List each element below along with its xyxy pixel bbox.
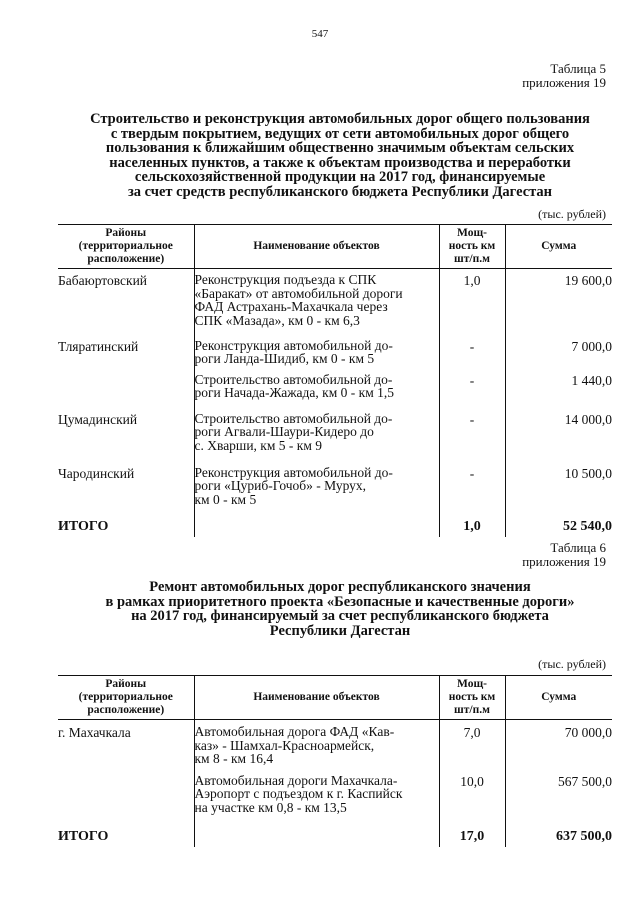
- header-district: Районы (территориальное расположение): [58, 225, 194, 269]
- title-line: пользования к ближайшим общественно значимым объектам сельских: [105, 140, 575, 156]
- cell-capacity: -: [469, 338, 475, 354]
- header-sum: Сумма: [505, 676, 612, 720]
- cell-sum: 19 600,0: [505, 269, 612, 339]
- title-line: Строительство и реконструкция автомобильных дорог общего пользования: [90, 111, 590, 127]
- total-empty: [194, 829, 439, 847]
- table-row: [58, 466, 612, 519]
- cell-object: Автомобильная дороги Махачкала- Аэропорт с подъездом к г. Каспийск на участке км 0,8 - км 13,5: [194, 774, 439, 829]
- table5-reference: [522, 62, 606, 90]
- cell-capacity: -: [469, 465, 475, 481]
- total-sum: 52 540,0: [505, 519, 612, 537]
- cell-sum: 14 000,0: [505, 412, 612, 466]
- title-line: населенных пунктов, а также к объектам производства и переработки: [109, 154, 571, 171]
- cell-object: Реконструкция подъезда к СПК «Баракат» от автомобильной дороги ФАД Астрахань-Махачкала через СПК «Мазада», км 0 - км 6,3: [194, 269, 439, 339]
- table5-title: [50, 112, 630, 199]
- header-object: Наименование объектов: [194, 225, 439, 269]
- total-empty: [194, 519, 439, 537]
- cell-object: Реконструкция автомобильной до- роги Ланда-Шидиб, км 0 - км 5: [194, 339, 439, 373]
- cell-sum: 1 440,0: [505, 373, 612, 412]
- cell-object: Реконструкция автомобильной до- роги «Цуриб-Гочоб» - Мурух, км 0 - км 5: [194, 466, 439, 519]
- title-line: Ремонт автомобильных дорог республиканского значения: [149, 579, 531, 595]
- table6-ref-label: Таблица 6: [550, 540, 606, 555]
- cell-object: Автомобильная дорога ФАД «Кав- каз» - Шамхал-Красноармейск, км 8 - км 16,4: [194, 720, 439, 774]
- cell-district: Тляратинский: [58, 338, 139, 354]
- header-capacity: Мощ- ность км шт/п.м: [439, 676, 505, 720]
- cell-district: [58, 373, 194, 412]
- cell-capacity: 1,0: [463, 273, 481, 288]
- total-capacity: 1,0: [463, 518, 481, 534]
- table6: [58, 675, 612, 847]
- table6-ref-appendix: приложения 19: [522, 554, 606, 569]
- cell-district: [58, 774, 194, 829]
- table-row: [58, 269, 612, 339]
- title-line: в рамках приоритетного проекта «Безопасные и качественные дороги»: [105, 593, 575, 610]
- title-line: Республики Дагестан: [269, 622, 411, 639]
- cell-sum: 10 500,0: [505, 466, 612, 519]
- table-row: [58, 373, 612, 412]
- total-capacity: 17,0: [459, 828, 485, 844]
- title-line: сельскохозяйственной продукции на 2017 год, финансируемые: [134, 169, 546, 185]
- table6-title: [50, 580, 630, 638]
- header-object: Наименование объектов: [194, 676, 439, 720]
- header-district: Районы (территориальное расположение): [58, 676, 194, 720]
- cell-sum: 567 500,0: [505, 774, 612, 829]
- page-number: 547: [311, 28, 329, 40]
- table5-ref-appendix: приложения 19: [522, 75, 606, 90]
- cell-sum: 7 000,0: [505, 339, 612, 373]
- table-row: [58, 412, 612, 466]
- table5-units: (тыс. рублей): [538, 207, 606, 221]
- table5: [58, 224, 612, 537]
- total-label: ИТОГО: [58, 828, 109, 844]
- cell-capacity: 10,0: [460, 773, 484, 789]
- title-line: с твердым покрытием, ведущих от сети автомобильных дорог общего: [110, 125, 570, 142]
- header-capacity: Мощ- ность км шт/п.м: [439, 225, 505, 269]
- table5-ref-label: Таблица 5: [550, 61, 606, 76]
- cell-district: г. Махачкала: [58, 725, 131, 740]
- header-sum: Сумма: [505, 225, 612, 269]
- table6-units: (тыс. рублей): [538, 657, 606, 671]
- title-line: за счет средств республиканского бюджета Республики Дагестан: [127, 183, 553, 200]
- title-line: на 2017 год, финансируемый за счет республиканского бюджета: [131, 608, 549, 624]
- cell-capacity: 7,0: [463, 725, 481, 740]
- table-row: [58, 339, 612, 373]
- total-label: ИТОГО: [58, 518, 109, 534]
- cell-capacity: -: [469, 372, 475, 388]
- table6-reference: [522, 541, 606, 569]
- cell-object: Строительство автомобильной до- роги Начада-Жажада, км 0 - км 1,5: [194, 373, 439, 412]
- total-row: [58, 519, 612, 537]
- total-sum: 637 500,0: [505, 829, 612, 847]
- table-row: [58, 720, 612, 774]
- cell-district: Бабаюртовский: [58, 273, 148, 288]
- total-row: [58, 829, 612, 847]
- cell-district: Чародинский: [58, 465, 135, 481]
- cell-sum: 70 000,0: [505, 720, 612, 774]
- table-row: [58, 774, 612, 829]
- cell-object: Строительство автомобильной до- роги Агвали-Шаури-Кидеро до с. Хварши, км 5 - км 9: [194, 412, 439, 466]
- cell-capacity: -: [469, 411, 475, 427]
- cell-district: Цумадинский: [58, 411, 138, 427]
